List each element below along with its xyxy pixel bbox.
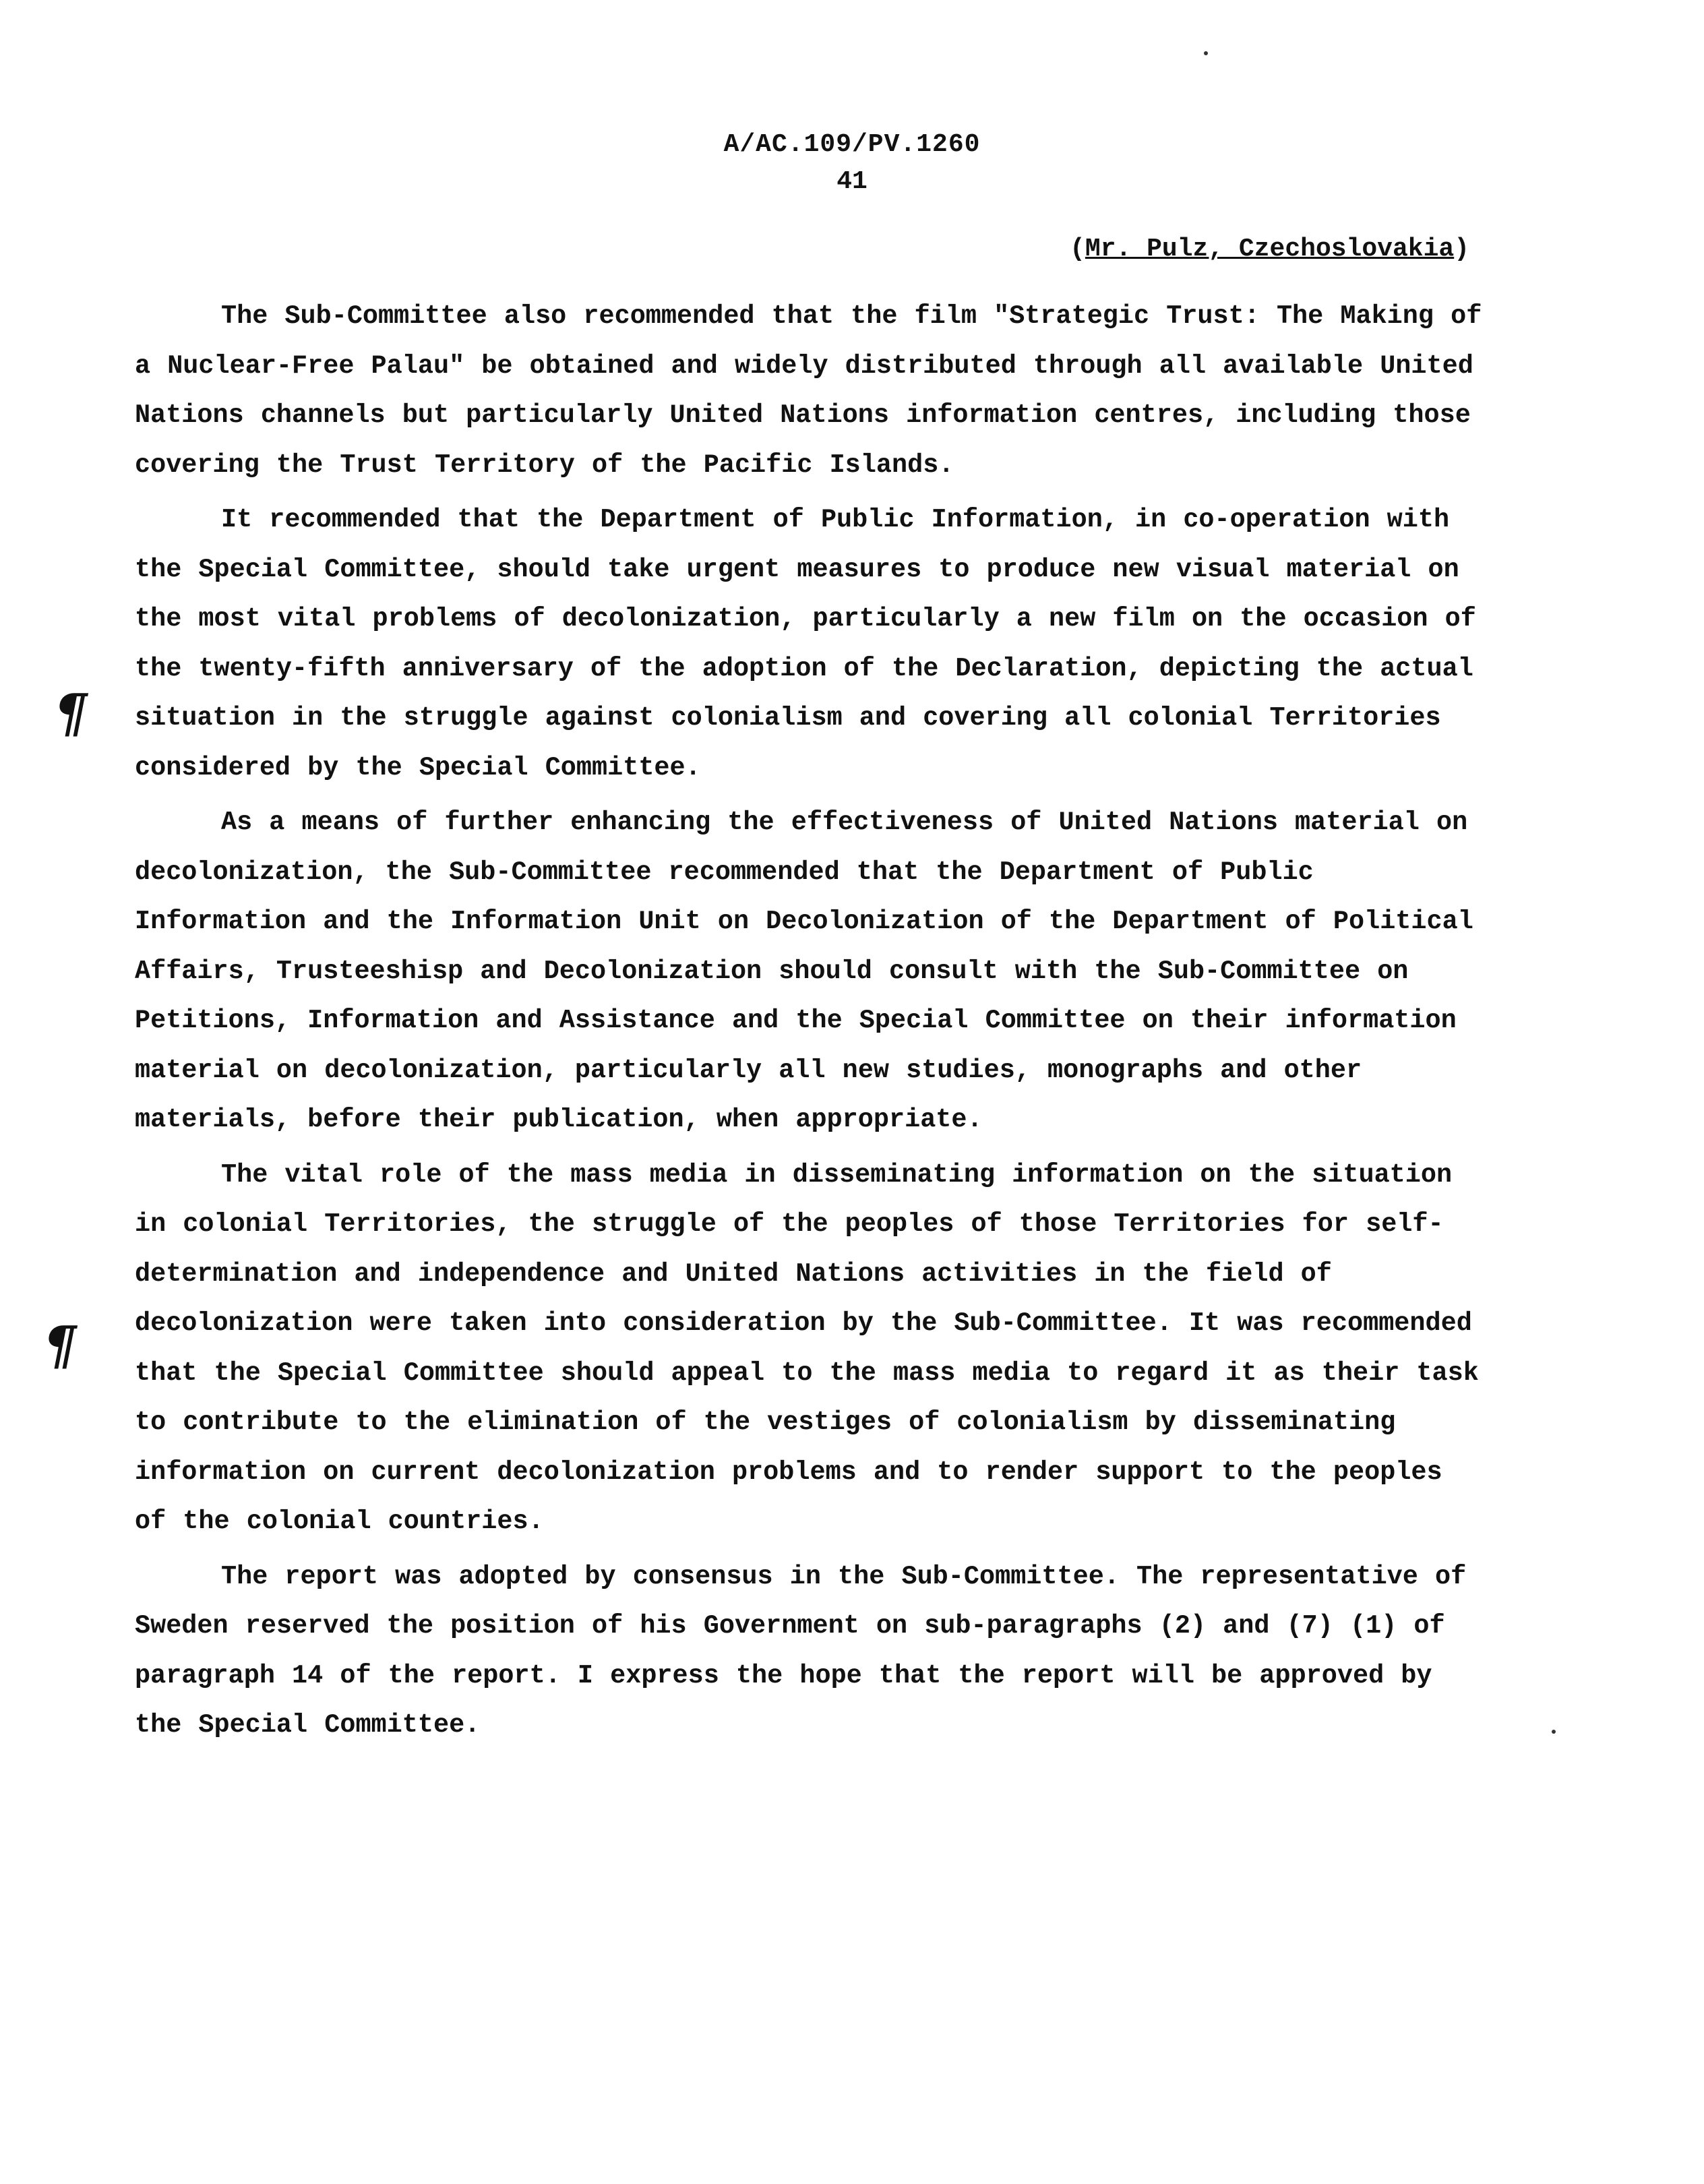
margin-paragraph-mark: ¶ [43, 1315, 77, 1376]
speaker-attribution [1070, 229, 1469, 270]
paragraph-consultation: As a means of further enhancing the effectiveness of United Nations material on decolonization, the Sub-Committee recommended that the Department of Public Information and the Information Unit on Decolonization of the Department of Political Affairs, Trusteeshisp and Decolonization should consult with the Sub-Committee on Petitions, Information and Assistance and the Special Committee on their information material on decolonization, particularly all new studies, monographs and other materials, before their publication, when appropriate. [135, 808, 1473, 1134]
page-number: 41 [836, 167, 868, 196]
speaker-close-paren: ) [1454, 235, 1469, 264]
margin-paragraph-mark: ¶ [54, 683, 88, 744]
paragraph-film-recommendation: The Sub-Committee also recommended that the film "Strategic Trust: The Making of a Nuclear-Free Palau" be obtained and widely distributed through all available United Nations channels but particularly United Nations information centres, including those covering the Trust Territory of the Pacific Islands. [135, 301, 1482, 480]
paragraph-visual-material: It recommended that the Department of Public Information, in co-operation with the Special Committee, should take urgent measures to produce new visual material on the most vital problems of decolonization, particularly a new film on the occasion of the twenty-fifth anniversary of the adoption of the Declaration, depicting the actual situation in the struggle against colonialism and covering all colonial Territories considered by the Special Committee. [135, 505, 1476, 783]
speaker-name: Mr. Pulz, Czechoslovakia [1085, 235, 1455, 264]
paragraph-report-adopted: The report was adopted by consensus in the Sub-Committee. The representative of Sweden reserved the position of his Government on sub-paragraphs (2) and (7) (1) of paragraph 14 of the report. I express the hope that the report will be approved by the Special Committee. [135, 1561, 1467, 1740]
paragraph-mass-media: The vital role of the mass media in disseminating information on the situation in colonial Territories, the struggle of the peoples of those Territories for self-determination and independence and United Nations activities in the field of decolonization were taken into consideration by the Sub-Committee. It was recommended that the Special Committee should appeal to the mass media to regard it as their task to contribute to the elimination of the vestiges of colonialism by disseminating information on current decolonization problems and to render support to the peoples of the colonial countries. [135, 1159, 1479, 1536]
speaker-open-paren: ( [1070, 235, 1085, 264]
scan-speck [1204, 51, 1208, 55]
document-body [135, 292, 1483, 1751]
scan-speck [1552, 1730, 1556, 1734]
document-symbol: A/AC.109/PV.1260 [723, 130, 981, 159]
